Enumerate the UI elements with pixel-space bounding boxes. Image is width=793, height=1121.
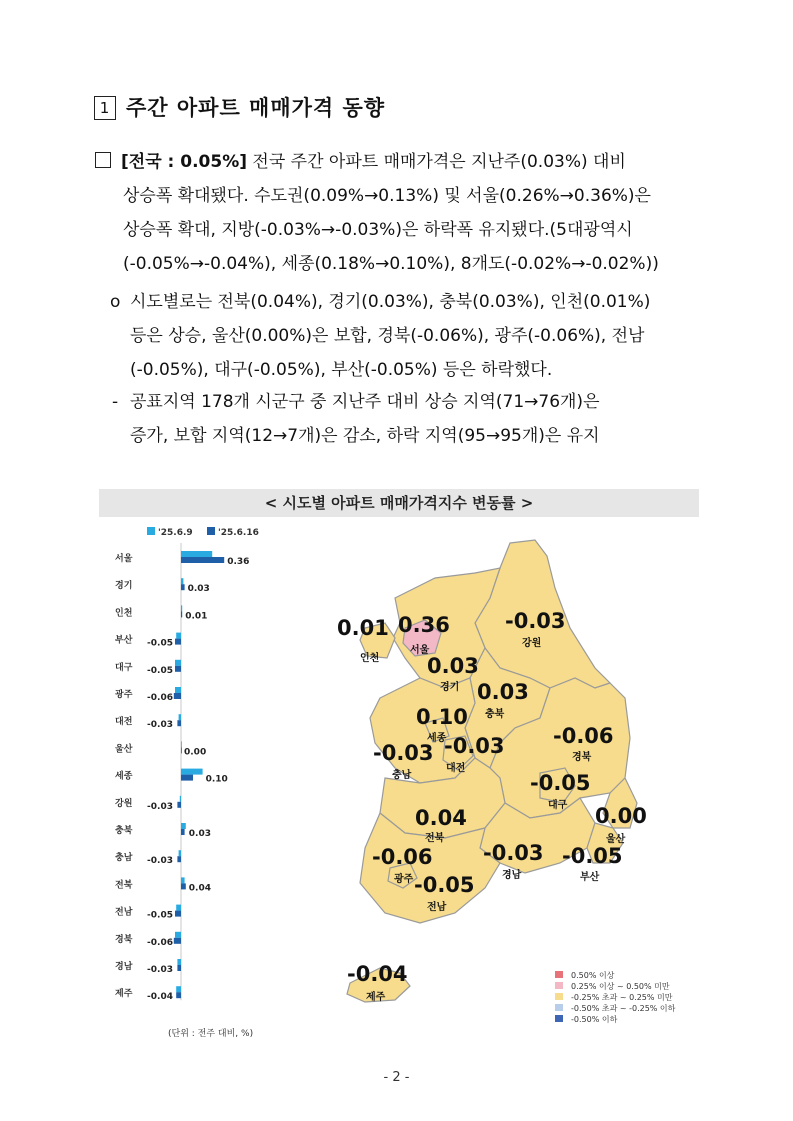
category-label: 인천 (115, 608, 133, 619)
category-label: 강원 (115, 798, 133, 809)
map-name-jeonnam: 전남 (427, 902, 447, 913)
map-name-daegu: 대구 (548, 800, 568, 811)
map-name-busan: 부산 (580, 872, 600, 883)
bar-prev-week (181, 877, 185, 883)
map-name-daejeon: 대전 (446, 763, 466, 774)
bar-prev-week (179, 714, 181, 720)
data-label: 0.03 (187, 584, 210, 595)
bar-prev-week (181, 823, 186, 829)
section-number: 1 (94, 96, 116, 120)
summary-line-2: 상승폭 확대됐다. 수도권(0.09%→0.13%) 및 서울(0.26%→0.36%)은 (123, 186, 651, 206)
bar-curr-week (175, 666, 181, 672)
legend-swatch (555, 982, 563, 989)
figure-title: < 시도별 아파트 매매가격지수 변동률 > (99, 489, 699, 517)
category-label: 울산 (115, 744, 133, 755)
bar-curr-week (181, 557, 224, 563)
data-label: -0.06 (147, 693, 173, 703)
legend-swatch (555, 971, 563, 978)
map-legend (555, 970, 675, 1025)
category-label: 경기 (115, 581, 133, 592)
legend-label-prev: '25.6.9 (158, 528, 193, 538)
category-label: 경북 (115, 934, 133, 945)
map-name-gyeonggi: 경기 (440, 682, 460, 693)
map-value-chungbuk: 0.03 (477, 680, 529, 704)
district-line-2: 증가, 보합 지역(12→7개)은 감소, 하락 지역(95→95개)은 유지 (130, 426, 600, 446)
map-name-jeonbuk: 전북 (425, 833, 445, 844)
map-name-sejong: 세종 (427, 733, 447, 744)
bar-prev-week (181, 578, 183, 584)
bar-curr-week (177, 720, 181, 726)
category-label: 경남 (115, 962, 133, 972)
category-label: 제주 (115, 989, 133, 1000)
map-value-seoul: 0.36 (398, 613, 450, 637)
checkbox-square-icon (95, 152, 111, 168)
category-label: 광주 (115, 690, 133, 700)
map-value-daejeon: -0.03 (444, 734, 505, 758)
category-label: 전북 (115, 880, 133, 891)
bar-prev-week (176, 633, 181, 639)
data-label: 0.10 (205, 774, 228, 785)
map-value-ulsan: 0.00 (595, 804, 647, 828)
category-label: 전남 (115, 907, 133, 918)
bar-prev-week (175, 687, 181, 693)
map-value-sejong: 0.10 (416, 705, 468, 729)
map-legend-item: -0.25% 초과 ~ 0.25% 미만 (555, 992, 675, 1003)
category-label: 대전 (115, 717, 133, 728)
map-value-chungnam: -0.03 (373, 741, 434, 765)
map-legend-item: -0.50% 이하 (555, 1014, 675, 1025)
bar-prev-week (176, 905, 181, 911)
bar-prev-week (181, 605, 182, 611)
bar-curr-week (181, 829, 185, 835)
bar-curr-week (177, 802, 181, 808)
summary-line-3: 상승폭 확대, 지방(-0.03%→-0.03%)은 하락폭 유지됐다.(5대광역시 (123, 220, 633, 240)
bar-prev-week (179, 850, 181, 856)
chart-legend (147, 527, 259, 538)
bar-curr-week (175, 911, 181, 917)
data-label: -0.05 (147, 910, 173, 921)
data-label: 0.36 (227, 557, 250, 567)
bar-prev-week (176, 986, 181, 992)
bullet-icon: o (110, 292, 121, 312)
map-name-gangwon: 강원 (522, 638, 542, 649)
data-label: -0.03 (147, 856, 173, 867)
category-label: 세종 (115, 771, 133, 782)
bar-curr-week (181, 883, 186, 889)
region-line-2: 등은 상승, 울산(0.00%)은 보합, 경북(-0.06%), 광주(-0.06%), 전남 (130, 326, 645, 346)
summary-line-4: (-0.05%→-0.04%), 세종(0.18%→0.10%), 8개도(-0.02%→-0.02%)) (123, 254, 659, 274)
map-value-gangwon: -0.03 (505, 609, 566, 633)
district-paragraph (112, 385, 700, 453)
map-value-gyeongbuk: -0.06 (553, 724, 614, 748)
bar-prev-week (180, 796, 181, 802)
data-label: -0.03 (147, 720, 173, 731)
legend-swatch (555, 993, 563, 1000)
data-label: 0.03 (188, 829, 212, 839)
category-label: 충남 (115, 853, 133, 864)
data-label: -0.03 (147, 965, 173, 975)
bar-curr-week (175, 639, 181, 645)
bar-curr-week (181, 584, 185, 590)
korea-map (325, 528, 705, 1028)
data-label: -0.05 (147, 665, 173, 676)
legend-swatch-prev (147, 527, 155, 535)
map-name-chungnam: 충남 (392, 770, 412, 781)
bar-curr-week (177, 856, 181, 862)
region-paragraph (110, 285, 700, 387)
map-value-busan: -0.05 (562, 844, 623, 868)
map-name-incheon: 인천 (360, 653, 380, 664)
national-lead: [전국 : 0.05%] (121, 152, 247, 172)
map-value-daegu: -0.05 (530, 771, 591, 795)
map-name-gyeongbuk: 경북 (572, 752, 592, 763)
category-label: 부산 (115, 635, 133, 646)
page-number: - 2 - (383, 1070, 410, 1085)
bar-prev-week (175, 660, 181, 666)
data-label: 0.04 (188, 883, 212, 894)
data-label: -0.03 (147, 801, 173, 812)
dash-icon: - (112, 392, 119, 412)
data-label: -0.06 (147, 937, 173, 948)
map-value-jeonbuk: 0.04 (415, 806, 467, 830)
map-legend-item: 0.25% 이상 ~ 0.50% 미만 (555, 981, 675, 992)
bar-prev-week (181, 769, 203, 775)
map-name-gyeongnam: 경남 (502, 870, 522, 881)
map-value-gwangju: -0.06 (372, 845, 433, 869)
map-name-ulsan: 울산 (606, 834, 626, 845)
map-value-jeonnam: -0.05 (414, 873, 475, 897)
bar-prev-week (175, 932, 181, 938)
category-label: 충북 (115, 826, 133, 836)
bar-curr-week (176, 992, 181, 998)
bar-chart (105, 543, 285, 1033)
section-heading (94, 92, 385, 122)
summary-paragraph (95, 145, 700, 281)
unit-note: (단위 : 전주 대비, %) (168, 1029, 254, 1039)
region-line-3: (-0.05%), 대구(-0.05%), 부산(-0.05%) 등은 하락했다. (130, 360, 553, 380)
map-name-jeju: 제주 (366, 992, 386, 1003)
bar-curr-week (181, 747, 182, 753)
map-value-jeju: -0.04 (347, 962, 408, 986)
bar-prev-week (177, 959, 181, 965)
category-label: 서울 (115, 554, 133, 564)
map-legend-item: 0.50% 이상 (555, 970, 675, 981)
district-line-1: 공표지역 178개 시군구 중 지난주 대비 상승 지역(71→76개)은 (130, 392, 600, 412)
map-legend-item: -0.50% 초과 ~ -0.25% 이하 (555, 1003, 675, 1014)
bar-prev-week (181, 551, 212, 557)
map-value-gyeonggi: 0.03 (427, 654, 479, 678)
category-label: 대구 (115, 662, 133, 673)
legend-swatch (555, 1004, 563, 1011)
bar-curr-week (174, 938, 181, 944)
bar-curr-week (181, 775, 193, 781)
legend-label-curr: '25.6.16 (217, 528, 259, 538)
map-name-chungbuk: 충북 (485, 709, 505, 720)
map-value-incheon: 0.01 (337, 616, 389, 640)
region-line-1: 시도별로는 전북(0.04%), 경기(0.03%), 충북(0.03%), 인천(0.01%) (130, 292, 651, 312)
summary-line-1: 전국 주간 아파트 매매가격은 지난주(0.03%) 대비 (247, 152, 626, 172)
map-name-gwangju: 광주 (394, 874, 414, 885)
section-title: 주간 아파트 매매가격 동향 (126, 96, 386, 120)
bar-prev-week (181, 741, 182, 747)
data-label: -0.05 (147, 638, 173, 649)
bar-curr-week (177, 965, 181, 971)
bar-curr-week (174, 693, 181, 699)
map-name-seoul: 서울 (410, 645, 430, 656)
data-label: 0.00 (184, 747, 207, 758)
bar-curr-week (181, 611, 182, 617)
data-label: 0.01 (185, 611, 208, 622)
legend-swatch-curr (207, 527, 215, 535)
data-label: -0.04 (147, 992, 173, 1003)
legend-swatch (555, 1015, 563, 1022)
map-value-gyeongnam: -0.03 (483, 841, 544, 865)
